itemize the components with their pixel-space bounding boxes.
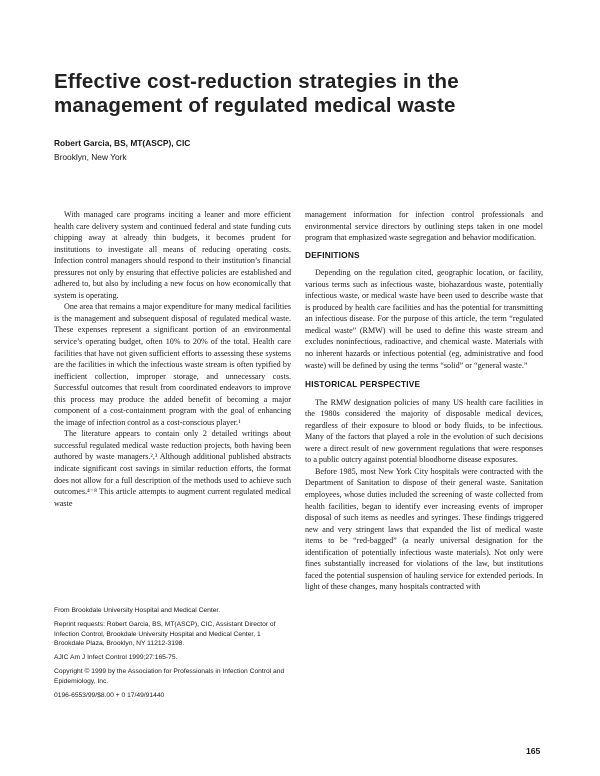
section-heading-definitions: DEFINITIONS: [305, 249, 360, 260]
left-column: [54, 209, 291, 509]
body-paragraph: One area that remains a major expenditure for many medical facilities is the management and subsequent disposal of regulated medical waste. These expenses represent a significant portion of an environmental service’s operating budget, often 10% to 20% of the total. Health care facilities that have not given sufficient efforts to assessing these systems are the facilities in which the infectious waste stream is often typified by inefficient collection, improper storage, and unnecessary costs. Successful outcomes that result from coordinated endeavors to improve this process may produce the added benefit of becoming a major component of a cost-containment program with the goal of enhancing the image of infection control as a cost-conscious player.¹: [54, 302, 291, 427]
section-heading-historical-perspective: HISTORICAL PERSPECTIVE: [305, 379, 421, 390]
page-number: 165: [526, 746, 541, 756]
body-paragraph: Depending on the regulation cited, geographic location, or facility, various terms such as infectious waste, biohazardous waste, potentially infectious waste, or medical waste have been used to describe waste that is produced by health care facilities and has the potential for transmitting an infectious disease. For the purpose of this article, the term “regulated medical waste” (RMW) will be used to define this waste stream and excludes noninfectious, radioactive, and chemical waste. Materials with no inherent hazards or infectious potential (eg, administrative and food waste) will be defined by using the terms “solid” or “general waste.”: [305, 268, 543, 370]
footnote-reprint-requests: Reprint requests: Robert Garcia, BS, MT(ASCP), CIC, Assistant Director of Infection Control, Brookdale University Hospital and Medical Center, 1 Brookdale Plaza, Brooklyn, NY 11212-3198.: [54, 621, 276, 648]
article-footnotes: [54, 606, 290, 705]
footnote-source: From Brookdale University Hospital and Medical Center.: [54, 607, 221, 614]
body-paragraph: management information for infection control professionals and environmental service directors by outlining steps taken in one model program that emphasized waste segregation and behavior modification.: [305, 210, 543, 243]
body-paragraph: Before 1985, most New York City hospitals were contracted with the Department of Sanitation to dispose of their general waste. Sanitation employees, whose duties included the screening of waste collected from health facilities, began to identify ever increasing events of improper disposal of such items as needles and syringes. These findings triggered new and very stringent laws that expanded the list of medical waste items to be “red-bagged” (a nearly universal designation for the identification of potentially infectious waste materials). Not only were fines substantially increased for violations of the law, but institutions faced the potential suspension of hauling service for extended periods. In light of these changes, many hospitals contracted with: [305, 466, 543, 592]
article-title: Effective cost-reduction strategies in the management of regulated medical waste: [54, 70, 459, 117]
body-paragraph: With managed care programs inciting a leaner and more efficient health care delivery system and continued federal and state funding cuts chipping away at already thin budgets, it becomes prudent for institutions to investigate all means of reducing operating costs. Infection control managers should respond to their institution’s financial pressures not only by ensuring that effective policies are established and adhered to, but also by including a new focus on how economically that system is operating.: [54, 210, 291, 300]
author-name: Robert Garcia, BS, MT(ASCP), CIC: [54, 138, 191, 148]
footnote-copyright: Copyright © 1999 by the Association for Professionals in Infection Control and Epidemiology, Inc.: [54, 668, 285, 686]
footnote-code: 0196-6553/99/$8.00 + 0 17/49/91440: [54, 692, 165, 700]
footnote-citation: AJIC Am J Infect Control 1999;27:165-75.: [54, 654, 178, 662]
body-paragraph: The literature appears to contain only 2 detailed writings about successful regulated medical waste reduction projects, both having been authored by waste managers.²,³ Although additional published abstracts indicate significant cost savings in similar reduction efforts, the format does not allow for a full description of the methods used to achieve such outcomes.⁴⁻⁸ This article attempts to augment current regulated medical waste: [54, 429, 291, 508]
body-paragraph: The RMW designation policies of many US health care facilities in the 1980s considered the majority of disposable medical devices, regardless of their exposure to blood or body fluids, to be infectious. Many of the factors that played a role in the evolution of such decisions were a direct result of new government regulations that were responses to a public outcry against potential bloodborne disease exposures.: [305, 397, 543, 465]
author-affiliation: Brooklyn, New York: [54, 152, 127, 162]
right-column: [305, 209, 543, 593]
